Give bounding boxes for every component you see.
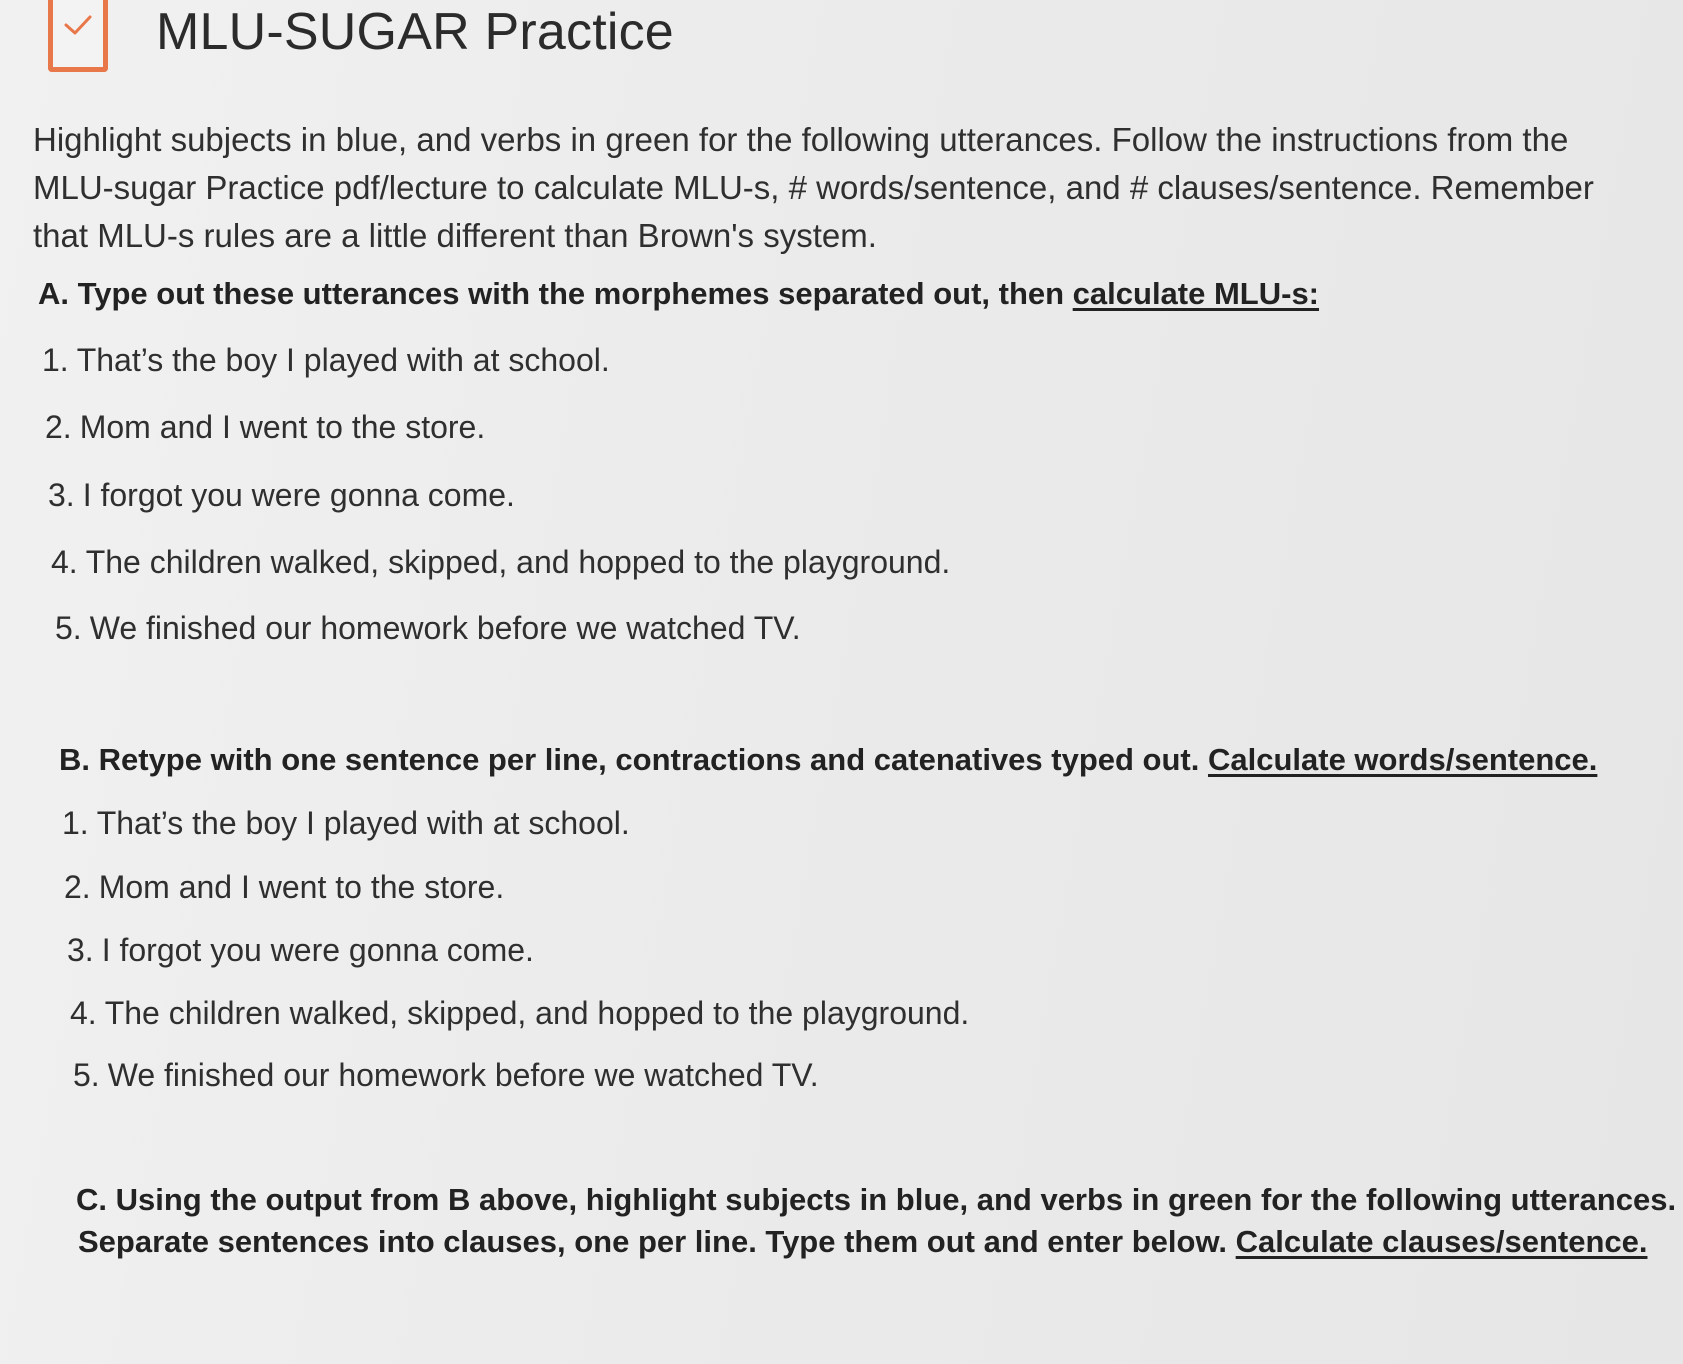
list-item: [45, 407, 485, 447]
list-item: [70, 993, 969, 1033]
list-item: [73, 1055, 819, 1095]
item-text: That’s the boy I played with at school.: [76, 342, 610, 378]
item-text: I forgot you were gonna come.: [101, 932, 534, 968]
item-number: 3.: [48, 477, 75, 513]
item-number: 1.: [62, 805, 89, 841]
item-text: We finished our homework before we watched TV.: [89, 610, 801, 646]
list-item: [55, 608, 801, 648]
assignment-check-icon: [48, 0, 108, 72]
item-text: Mom and I went to the store.: [79, 409, 486, 445]
item-number: 1.: [42, 342, 69, 378]
list-item: [67, 930, 534, 970]
section-b-heading-text: B. Retype with one sentence per line, contractions and catenatives typed out.: [59, 742, 1208, 777]
item-number: 3.: [67, 932, 94, 968]
list-item: [62, 803, 630, 843]
item-text: I forgot you were gonna come.: [82, 477, 515, 513]
section-c-link[interactable]: Calculate clauses/sentence.: [1235, 1224, 1648, 1259]
item-number: 2.: [64, 869, 91, 905]
section-c-heading-text: Separate sentences into clauses, one per line. Type them out and enter below.: [78, 1224, 1236, 1259]
item-number: 4.: [51, 544, 78, 580]
item-text: We finished our homework before we watched TV.: [107, 1057, 819, 1093]
item-number: 5.: [55, 610, 82, 646]
item-text: The children walked, skipped, and hopped to the playground.: [104, 995, 970, 1031]
section-b-heading: [59, 738, 1597, 782]
section-c-heading-line2: [78, 1220, 1647, 1264]
list-item: [48, 475, 515, 515]
list-item: [64, 867, 504, 907]
item-text: Mom and I went to the store.: [98, 869, 505, 905]
page-title: MLU-SUGAR Practice: [156, 3, 674, 61]
section-a-link[interactable]: calculate MLU-s:: [1072, 276, 1320, 311]
section-a-heading-text: A. Type out these utterances with the morphemes separated out, then: [38, 276, 1073, 311]
item-number: 5.: [73, 1057, 100, 1093]
instructions-text: Highlight subjects in blue, and verbs in green for the following utterances. Follow the instructions from the MLU-sugar Practice pdf/lecture to calculate MLU-s, # words/sentence, and # clauses/sentence. Remember that MLU-s rules are a little different than Brown's system.: [33, 121, 1594, 254]
list-item: [42, 340, 610, 380]
item-number: 4.: [70, 995, 97, 1031]
item-number: 2.: [45, 409, 72, 445]
list-item: [51, 542, 950, 582]
item-text: The children walked, skipped, and hopped to the playground.: [85, 544, 951, 580]
item-text: That’s the boy I played with at school.: [96, 805, 630, 841]
section-c-heading-line1: C. Using the output from B above, highlight subjects in blue, and verbs in green for the following utterances.: [76, 1182, 1677, 1217]
section-a-heading: [38, 272, 1319, 316]
section-b-link[interactable]: Calculate words/sentence.: [1207, 742, 1598, 777]
assignment-header: [0, 0, 1683, 85]
